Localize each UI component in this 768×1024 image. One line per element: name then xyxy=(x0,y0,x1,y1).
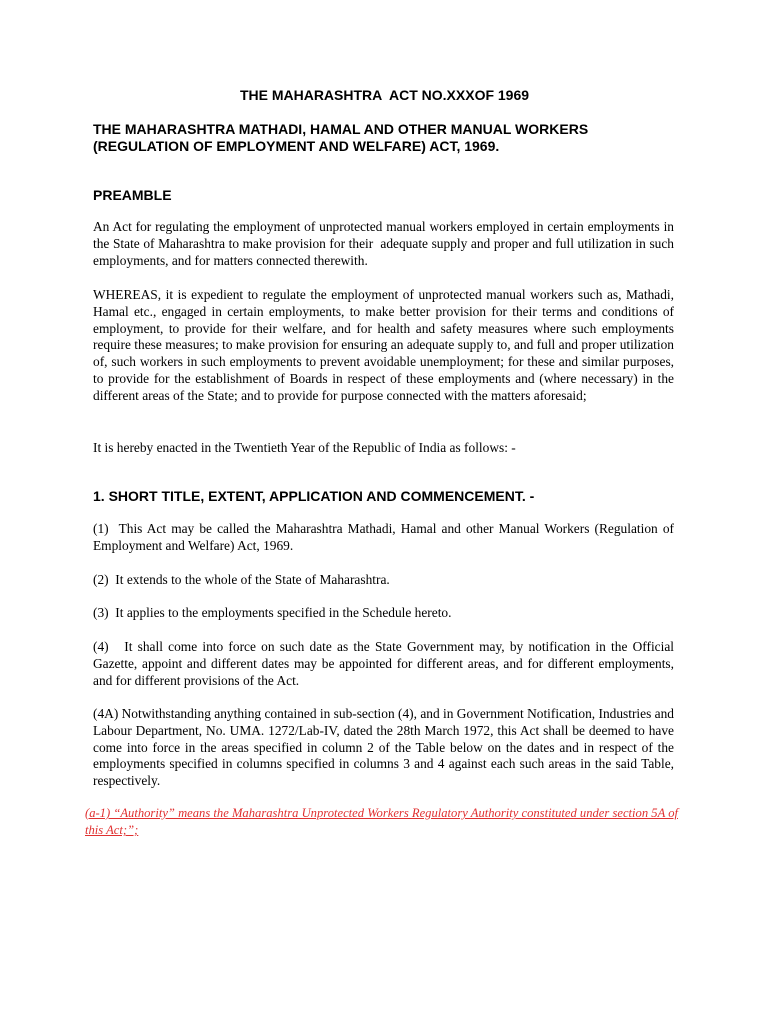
amendment-clause-a1: (a-1) “Authority” means the Maharashtra Unprotected Workers Regulatory Authority constituted under section 5A of this Act;”; xyxy=(85,806,678,837)
section-1-heading: 1. SHORT TITLE, EXTENT, APPLICATION AND COMMENCEMENT. - xyxy=(93,488,535,504)
act-title-heading: THE MAHARASHTRA MATHADI, HAMAL AND OTHER MANUAL WORKERS (REGULATION OF EMPLOYMENT AND WELFARE) ACT, 1969. xyxy=(93,121,589,154)
subsection-4a: (4A) Notwithstanding anything contained in sub-section (4), and in Government Notification, Industries and Labour Department, No. UMA. 1272/Lab-IV, dated the 28th March 1972, this Act shall be deemed to have come into force in the areas specified in column 2 of the Table below on the dates and in respect of the employments specified in columns specified in columns 3 and 4 against each such areas in the said Table, respectively. xyxy=(93,706,678,789)
preamble-paragraph-1: An Act for regulating the employment of unprotected manual workers employed in certain employments in the State of Maharashtra to make provision for their adequate supply and proper and full utilization in such employments, and for matters connected therewith. xyxy=(93,219,678,268)
preamble-heading: PREAMBLE xyxy=(93,187,172,203)
subsection-3: (3) It applies to the employments specified in the Schedule hereto. xyxy=(93,605,452,620)
subsection-1: (1) This Act may be called the Maharashtra Mathadi, Hamal and other Manual Workers (Regulation of Employment and Welfare) Act, 1969. xyxy=(93,521,678,553)
preamble-paragraph-whereas: WHEREAS, it is expedient to regulate the employment of unprotected manual workers such as, Mathadi, Hamal etc., engaged in certain employments, to make better provision for their terms and conditions of employment, to provide for their welfare, and for health and safety measures where such employments require these measures; to make provision for ensuring an adequate supply to, and full and proper utilization of, such workers in such employments to prevent avoidable unemployment; for these and similar purposes, to provide for the establishment of Boards in respect of these employments and (where necessary) in the different areas of the State; and to provide for purpose connected with the matters aforesaid; xyxy=(93,287,678,403)
subsection-2: (2) It extends to the whole of the State of Maharashtra. xyxy=(93,572,390,587)
document-page xyxy=(85,0,678,1024)
subsection-4: (4) It shall come into force on such date as the State Government may, by notification in the Official Gazette, appoint and different dates may be appointed for different areas, and for different employments, and for different provisions of the Act. xyxy=(93,639,678,688)
preamble-paragraph-enactment: It is hereby enacted in the Twentieth Year of the Republic of India as follows: - xyxy=(93,440,516,455)
act-number-heading: THE MAHARASHTRA ACT NO.XXXOF 1969 xyxy=(239,87,530,103)
